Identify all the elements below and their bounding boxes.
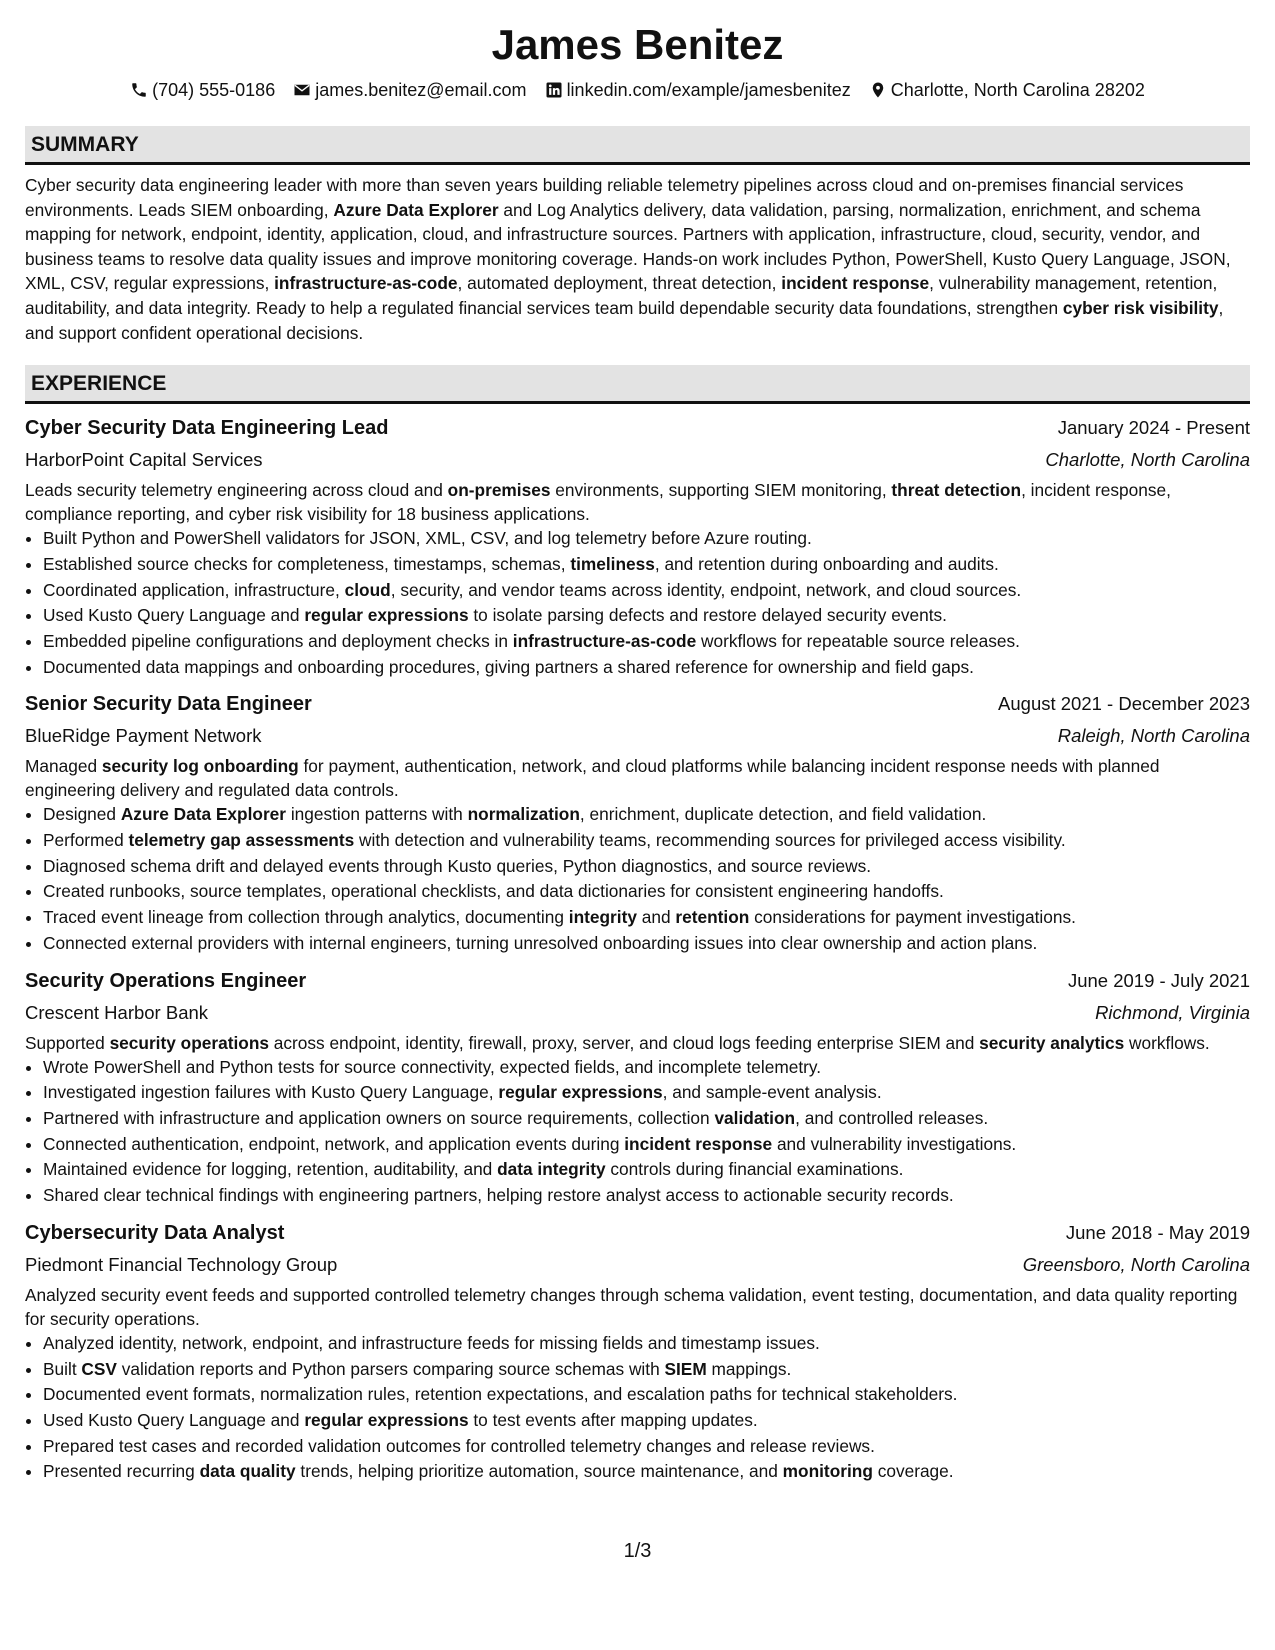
text-run: , and support confident operational decisions. xyxy=(25,297,1224,343)
text-run: validation reports and Python parsers comparing source schemas with xyxy=(116,1358,665,1379)
bold-keyword: Azure Data Explorer xyxy=(333,199,499,220)
text-run: Traced event lineage from collection through analytics, documenting xyxy=(43,907,569,928)
text-run: coverage. xyxy=(872,1461,954,1482)
bold-keyword: infrastructure-as-code xyxy=(274,273,458,294)
bold-keyword: timeliness xyxy=(570,553,655,574)
linkedin-text: linkedin.com/example/jamesbenitez xyxy=(566,80,851,100)
text-run: to test events after mapping updates. xyxy=(468,1409,758,1430)
contact-phone xyxy=(130,78,275,102)
text-run: Managed xyxy=(25,756,102,777)
job-company-row xyxy=(25,1249,1250,1280)
text-run: environments, supporting SIEM monitoring, xyxy=(550,480,892,501)
bold-keyword: telemetry gap assessments xyxy=(128,830,355,851)
bold-keyword: Azure Data Explorer xyxy=(120,804,287,825)
job-bullet xyxy=(43,1132,1250,1158)
job-bullet xyxy=(43,552,1250,578)
bold-keyword: cloud xyxy=(344,579,391,600)
contact-location xyxy=(869,78,1145,102)
bold-keyword: infrastructure-as-code xyxy=(512,630,697,651)
text-run: Used Kusto Query Language and xyxy=(43,605,305,626)
job-dates: January 2024 - Present xyxy=(1057,417,1250,439)
bold-keyword: security log onboarding xyxy=(101,756,299,777)
job-entry xyxy=(25,965,1250,1209)
job-bullet xyxy=(43,578,1250,604)
text-run: Partnered with infrastructure and application owners on source requirements, collection xyxy=(43,1108,715,1128)
job-location: Richmond, Virginia xyxy=(1095,1001,1250,1023)
text-run: , incident response, compliance reporting, and cyber risk visibility for 18 business applications. xyxy=(25,480,1171,525)
text-run: , security, and vendor teams across identity, endpoint, network, and cloud sources. xyxy=(390,579,1022,600)
text-run: Wrote PowerShell and Python tests for source connectivity, expected fields, and incomplete telemetry. xyxy=(43,1056,822,1077)
job-company: HarborPoint Capital Services xyxy=(25,449,263,471)
job-company-row xyxy=(25,444,1250,475)
contact-email[interactable] xyxy=(293,78,526,102)
job-company: BlueRidge Payment Network xyxy=(25,725,262,747)
text-run: Investigated ingestion failures with Kusto Query Language, xyxy=(43,1082,499,1103)
text-run: and Log Analytics delivery, data validation, parsing, normalization, enrichment, and schema mapping for network, endpoint, identity, application, cloud, and infrastructure sources. Partners with application, infrastructure, cloud, security, vendor, and business teams to resolve data quality issues and improve monitoring coverage. Hands-on work includes Python, PowerShell, Kusto Query Language, JSON, XML, CSV, regular expressions, xyxy=(25,199,1231,294)
job-bullet xyxy=(43,655,1250,681)
experience-heading: EXPERIENCE xyxy=(25,365,1250,404)
text-run: Connected authentication, endpoint, network, and application events during xyxy=(43,1133,625,1154)
bold-keyword: data integrity xyxy=(497,1159,606,1180)
job-bullet xyxy=(43,1106,1250,1132)
experience-list xyxy=(25,412,1250,1485)
job-title: Security Operations Engineer xyxy=(25,969,307,992)
job-description xyxy=(25,1031,1250,1055)
bold-keyword: security analytics xyxy=(979,1032,1125,1053)
job-description xyxy=(25,478,1250,526)
bold-keyword: SIEM xyxy=(664,1358,707,1379)
text-run: Supported xyxy=(25,1032,110,1053)
text-run: Used Kusto Query Language and xyxy=(43,1409,305,1430)
job-bullet xyxy=(43,1183,1250,1209)
bold-keyword: regular expressions xyxy=(498,1082,663,1103)
text-run: , vulnerability management, retention, auditability, and data integrity. Ready to help a regulated financial services team build dependable security data foundations, strengthen xyxy=(25,273,1218,318)
email-text: james.benitez@email.com xyxy=(315,80,527,100)
bold-keyword: normalization xyxy=(467,804,580,825)
job-bullets xyxy=(25,526,1250,680)
job-bullet xyxy=(43,603,1250,629)
contact-linkedin[interactable] xyxy=(545,78,851,102)
bold-keyword: regular expressions xyxy=(304,605,469,626)
job-bullet xyxy=(43,1459,1250,1485)
job-header-row xyxy=(25,965,1250,997)
text-run: Analyzed identity, network, endpoint, and infrastructure feeds for missing fields and timestamp issues. xyxy=(43,1332,820,1353)
job-bullets xyxy=(25,1331,1250,1485)
text-run: Connected external providers with internal engineers, turning unresolved onboarding issues into clear ownership and action plans. xyxy=(43,932,1038,953)
job-title: Senior Security Data Engineer xyxy=(25,693,312,716)
envelope-icon xyxy=(293,81,311,99)
text-run: mappings. xyxy=(706,1358,792,1379)
bold-keyword: data quality xyxy=(199,1461,296,1482)
job-entry xyxy=(25,1217,1250,1485)
bold-keyword: retention xyxy=(675,907,750,928)
text-run: , and retention during onboarding and audits. xyxy=(654,553,999,574)
job-bullet xyxy=(43,1055,1250,1081)
contact-bar xyxy=(25,78,1250,102)
location-text: Charlotte, North Carolina 28202 xyxy=(890,80,1145,100)
job-bullet xyxy=(43,1408,1250,1434)
job-entry xyxy=(25,688,1250,956)
bold-keyword: regular expressions xyxy=(304,1409,469,1430)
text-run: Documented event formats, normalization rules, retention expectations, and escalation paths for technical stakeholders. xyxy=(43,1384,958,1405)
job-header-row xyxy=(25,1217,1250,1249)
text-run: , and controlled releases. xyxy=(795,1108,989,1128)
job-dates: June 2018 - May 2019 xyxy=(1065,1221,1250,1243)
text-run: Built xyxy=(43,1358,82,1379)
job-description xyxy=(25,754,1250,802)
text-run: Performed xyxy=(43,830,129,851)
job-location: Greensboro, North Carolina xyxy=(1022,1253,1250,1275)
job-header-row xyxy=(25,412,1250,444)
job-company-row xyxy=(25,720,1250,751)
bold-keyword: integrity xyxy=(568,907,637,928)
text-run: Established source checks for completeness, timestamps, schemas, xyxy=(43,553,571,574)
text-run: , automated deployment, threat detection, xyxy=(457,273,782,294)
text-run: Documented data mappings and onboarding procedures, giving partners a shared reference for ownership and field gaps. xyxy=(43,656,974,677)
text-run: workflows for repeatable source releases. xyxy=(696,630,1020,651)
page-number: 1/3 xyxy=(623,1540,652,1562)
job-bullet xyxy=(43,1331,1250,1357)
job-title: Cyber Security Data Engineering Lead xyxy=(25,417,389,440)
job-bullet xyxy=(43,629,1250,655)
job-bullets xyxy=(25,802,1250,956)
phone-icon xyxy=(130,81,148,99)
job-bullet xyxy=(43,526,1250,552)
job-company: Piedmont Financial Technology Group xyxy=(25,1253,338,1275)
job-bullet xyxy=(43,1382,1250,1408)
text-run: for payment, authentication, network, and cloud platforms while balancing incident response needs with planned engineering delivery and regulated data controls. xyxy=(25,756,1160,801)
bold-keyword: CSV xyxy=(81,1358,117,1379)
job-company-row xyxy=(25,997,1250,1028)
bold-keyword: incident response xyxy=(781,273,930,294)
text-run: with detection and vulnerability teams, recommending sources for privileged access visibility. xyxy=(354,830,1066,851)
job-bullets xyxy=(25,1055,1250,1209)
text-run: considerations for payment investigations. xyxy=(749,907,1076,928)
text-run: Designed xyxy=(43,804,121,825)
summary-heading: SUMMARY xyxy=(25,126,1250,165)
job-bullet xyxy=(43,854,1250,880)
summary-text xyxy=(25,173,1250,345)
bold-keyword: cyber risk visibility xyxy=(1062,297,1219,318)
map-pin-icon xyxy=(869,81,887,99)
text-run: Analyzed security event feeds and supported controlled telemetry changes through schema validation, event testing, documentation, and data quality reporting for security operations. xyxy=(25,1284,1238,1329)
job-bullet xyxy=(43,1434,1250,1460)
linkedin-icon xyxy=(545,81,563,99)
text-run: Presented recurring xyxy=(43,1461,200,1482)
job-bullet xyxy=(43,828,1250,854)
bold-keyword: monitoring xyxy=(782,1461,873,1482)
text-run: Built Python and PowerShell validators for JSON, XML, CSV, and log telemetry before Azure routing. xyxy=(43,528,812,549)
candidate-name: James Benitez xyxy=(491,21,784,68)
text-run: to isolate parsing defects and restore delayed security events. xyxy=(468,605,947,626)
text-run: , enrichment, duplicate detection, and field validation. xyxy=(579,804,987,825)
job-entry xyxy=(25,412,1250,680)
resume-page xyxy=(25,20,1250,1485)
text-run: Prepared test cases and recorded validation outcomes for controlled telemetry changes and release reviews. xyxy=(43,1435,875,1456)
bold-keyword: validation xyxy=(714,1108,796,1128)
text-run: Maintained evidence for logging, retention, auditability, and xyxy=(43,1159,498,1180)
text-run: Shared clear technical findings with engineering partners, helping restore analyst access to actionable security records. xyxy=(43,1185,954,1206)
job-location: Charlotte, North Carolina xyxy=(1045,449,1250,471)
job-bullet xyxy=(43,931,1250,957)
phone-text: (704) 555-0186 xyxy=(152,80,276,100)
text-run: Coordinated application, infrastructure, xyxy=(43,579,345,600)
job-title: Cybersecurity Data Analyst xyxy=(25,1221,285,1244)
job-description xyxy=(25,1283,1250,1331)
text-run: and xyxy=(636,907,676,928)
text-run: workflows. xyxy=(1124,1032,1210,1053)
bold-keyword: security operations xyxy=(109,1032,269,1053)
text-run: across endpoint, identity, firewall, proxy, server, and cloud logs feeding enterprise SIEM and xyxy=(268,1032,980,1053)
job-bullet xyxy=(43,1357,1250,1383)
bold-keyword: threat detection xyxy=(891,480,1022,501)
text-run: , and sample-event analysis. xyxy=(662,1082,882,1103)
job-company: Crescent Harbor Bank xyxy=(25,1001,209,1023)
job-bullet xyxy=(43,879,1250,905)
text-run: and vulnerability investigations. xyxy=(772,1133,1017,1154)
job-bullet xyxy=(43,1080,1250,1106)
text-run: trends, helping prioritize automation, source maintenance, and xyxy=(295,1461,783,1482)
text-run: Embedded pipeline configurations and deployment checks in xyxy=(43,630,513,651)
text-run: Leads security telemetry engineering across cloud and xyxy=(25,480,448,501)
text-run: Created runbooks, source templates, operational checklists, and data dictionaries for consistent engineering handoffs. xyxy=(43,881,944,902)
bold-keyword: incident response xyxy=(624,1133,773,1154)
job-bullet xyxy=(43,802,1250,828)
job-bullet xyxy=(43,905,1250,931)
text-run: controls during financial examinations. xyxy=(605,1159,904,1180)
text-run: Cyber security data engineering leader with more than seven years building reliable telemetry pipelines across cloud and on-premises financial services environments. Leads SIEM onboarding, xyxy=(25,175,1184,220)
job-dates: June 2019 - July 2021 xyxy=(1067,969,1250,991)
bold-keyword: on-premises xyxy=(447,480,551,501)
job-dates: August 2021 - December 2023 xyxy=(998,693,1250,715)
job-header-row xyxy=(25,688,1250,720)
text-run: ingestion patterns with xyxy=(286,804,468,825)
text-run: Diagnosed schema drift and delayed events through Kusto queries, Python diagnostics, and source reviews. xyxy=(43,855,872,876)
job-location: Raleigh, North Carolina xyxy=(1057,725,1250,747)
job-bullet xyxy=(43,1157,1250,1183)
